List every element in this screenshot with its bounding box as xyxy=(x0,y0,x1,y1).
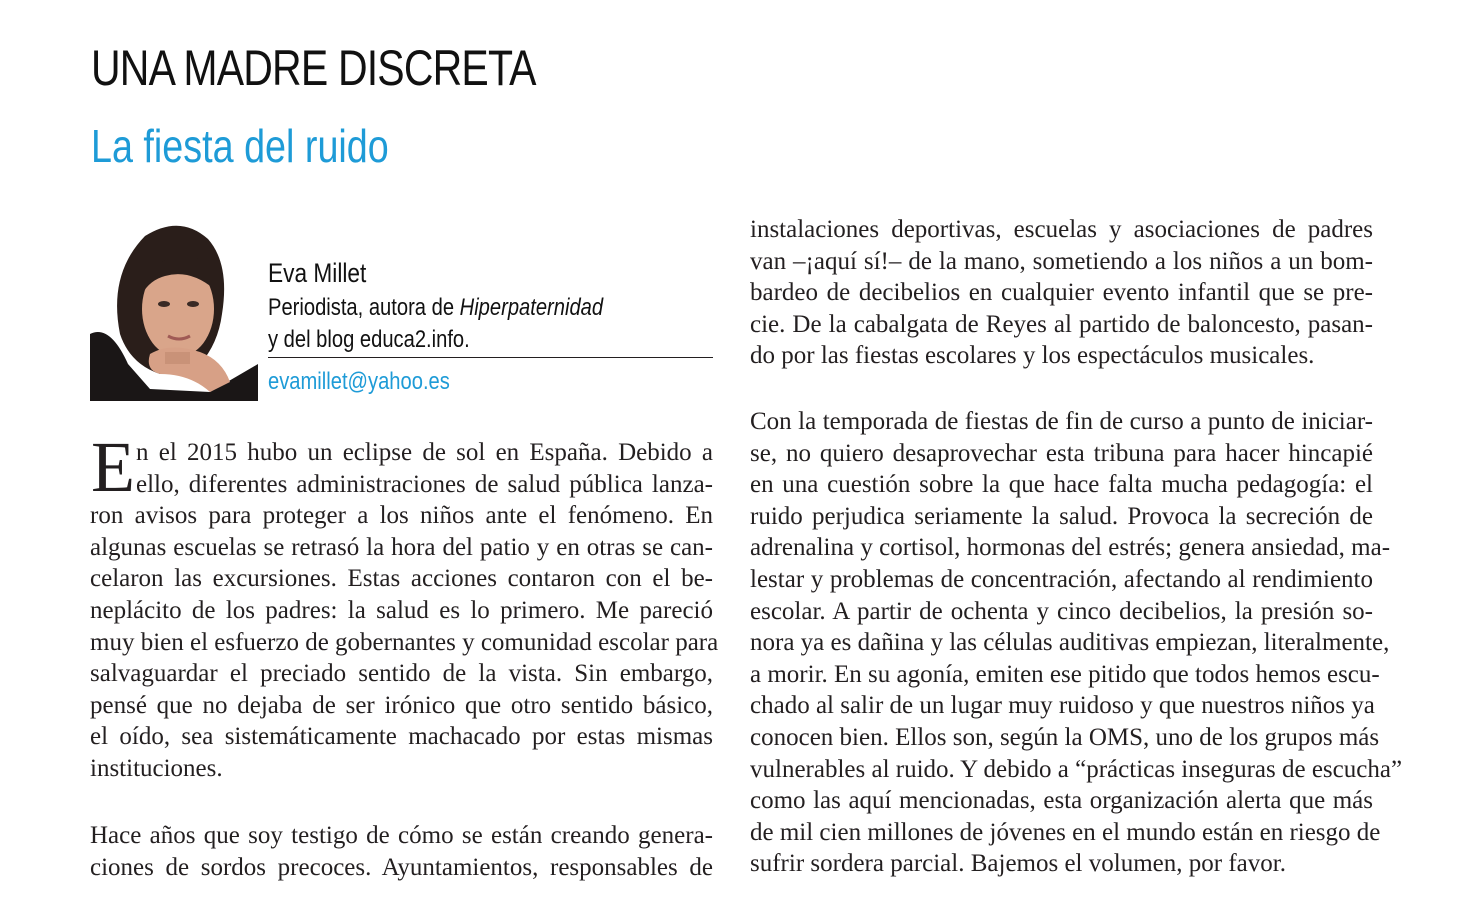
author-divider xyxy=(268,357,713,358)
text-line: vulnerables al ruido. Y debido a “prácticas inseguras de escucha” xyxy=(750,755,1403,783)
text-line: neplácito de los padres: la salud es lo primero. Me pareció xyxy=(90,596,713,624)
section-title: UNA MADRE DISCRETA xyxy=(91,40,536,96)
text-line: celaron las excursiones. Estas acciones contaron con el be- xyxy=(90,565,713,593)
column-2-paragraph-1 xyxy=(750,214,1373,372)
author-info xyxy=(268,254,713,356)
text-line: salvaguardar el preciado sentido de la vista. Sin embargo, xyxy=(90,660,713,688)
column-1-paragraph-2 xyxy=(90,820,713,883)
text-line: a morir. En su agonía, emiten ese pitido que todos hemos escu- xyxy=(750,660,1380,688)
text-line: chado al salir de un lugar muy ruidoso y que nuestros niños ya xyxy=(750,692,1375,720)
text-line: Hace años que soy testigo de cómo se están creando genera- xyxy=(90,822,713,849)
author-photo xyxy=(90,214,258,401)
column-1-paragraph-1 xyxy=(90,427,719,785)
text-line: ruido perjudica seriamente la salud. Provoca la secreción de xyxy=(750,502,1373,530)
text-line: pensé que no dejaba de ser irónico que otro sentido básico, xyxy=(90,691,713,719)
article-headline: La fiesta del ruido xyxy=(91,120,389,172)
text-line: lestar y problemas de concentración, afectando al rendimiento xyxy=(750,565,1373,593)
text-line: se, no quiero desaprovechar esta tribuna para hacer hincapié xyxy=(750,439,1373,467)
drop-cap: E xyxy=(91,427,135,507)
text-line: adrenalina y cortisol, hormonas del estrés; genera ansiedad, ma- xyxy=(750,534,1391,562)
author-name: Eva Millet xyxy=(268,258,367,288)
text-line: escolar. A partir de ochenta y cinco decibelios, la presión so- xyxy=(750,597,1373,625)
text-line: sufrir sordera parcial. Bajemos el volumen, por favor. xyxy=(750,850,1286,878)
text-line: nora ya es dañina y las células auditivas empiezan, literalmente, xyxy=(750,629,1390,657)
text-line: ron avisos para proteger a los niños ante el fenómeno. En xyxy=(90,502,713,530)
author-blog: y del blog educa2.info. xyxy=(268,326,470,353)
author-role-prefix: Periodista, autora de xyxy=(268,294,460,321)
text-line: cie. De la cabalgata de Reyes al partido de baloncesto, pasan- xyxy=(750,310,1373,338)
text-line: de mil cien millones de jóvenes en el mundo están en riesgo de xyxy=(750,818,1381,846)
text-line: instituciones. xyxy=(90,754,223,782)
author-email-link[interactable]: evamillet@yahoo.es xyxy=(268,368,450,395)
text-line: van –¡aquí sí!– de la mano, sometiendo a los niños a un bom- xyxy=(750,247,1373,275)
column-2-paragraph-2 xyxy=(750,406,1403,880)
text-line: Con la temporada de fiestas de fin de curso a punto de iniciar- xyxy=(750,408,1373,435)
text-line: n el 2015 hubo un eclipse de sol en España. Debido a xyxy=(136,439,713,466)
author-portrait-illustration xyxy=(90,214,258,401)
text-line: ello, diferentes administraciones de salud pública lanza- xyxy=(136,470,713,498)
text-line: algunas escuelas se retrasó la hora del patio y en otras se can- xyxy=(90,533,713,561)
text-line: bardeo de decibelios en cualquier evento infantil que se pre- xyxy=(750,279,1373,307)
text-line: instalaciones deportivas, escuelas y asociaciones de padres xyxy=(750,216,1373,243)
author-role xyxy=(268,292,642,324)
text-line: en una cuestión sobre la que hace falta mucha pedagogía: el xyxy=(750,471,1373,499)
text-line: el oído, sea sistemáticamente machacado por estas mismas xyxy=(90,723,713,751)
text-line: conocen bien. Ellos son, según la OMS, uno de los grupos más xyxy=(750,723,1380,751)
author-book-title: Hiperpaternidad xyxy=(459,294,604,321)
text-line: como las aquí mencionadas, esta organización alerta que más xyxy=(750,787,1373,815)
text-line: ciones de sordos precoces. Ayuntamientos, responsables de xyxy=(90,853,713,881)
text-line: do por las fiestas escolares y los espectáculos musicales. xyxy=(750,342,1315,370)
text-line: muy bien el esfuerzo de gobernantes y comunidad escolar para xyxy=(90,628,719,656)
